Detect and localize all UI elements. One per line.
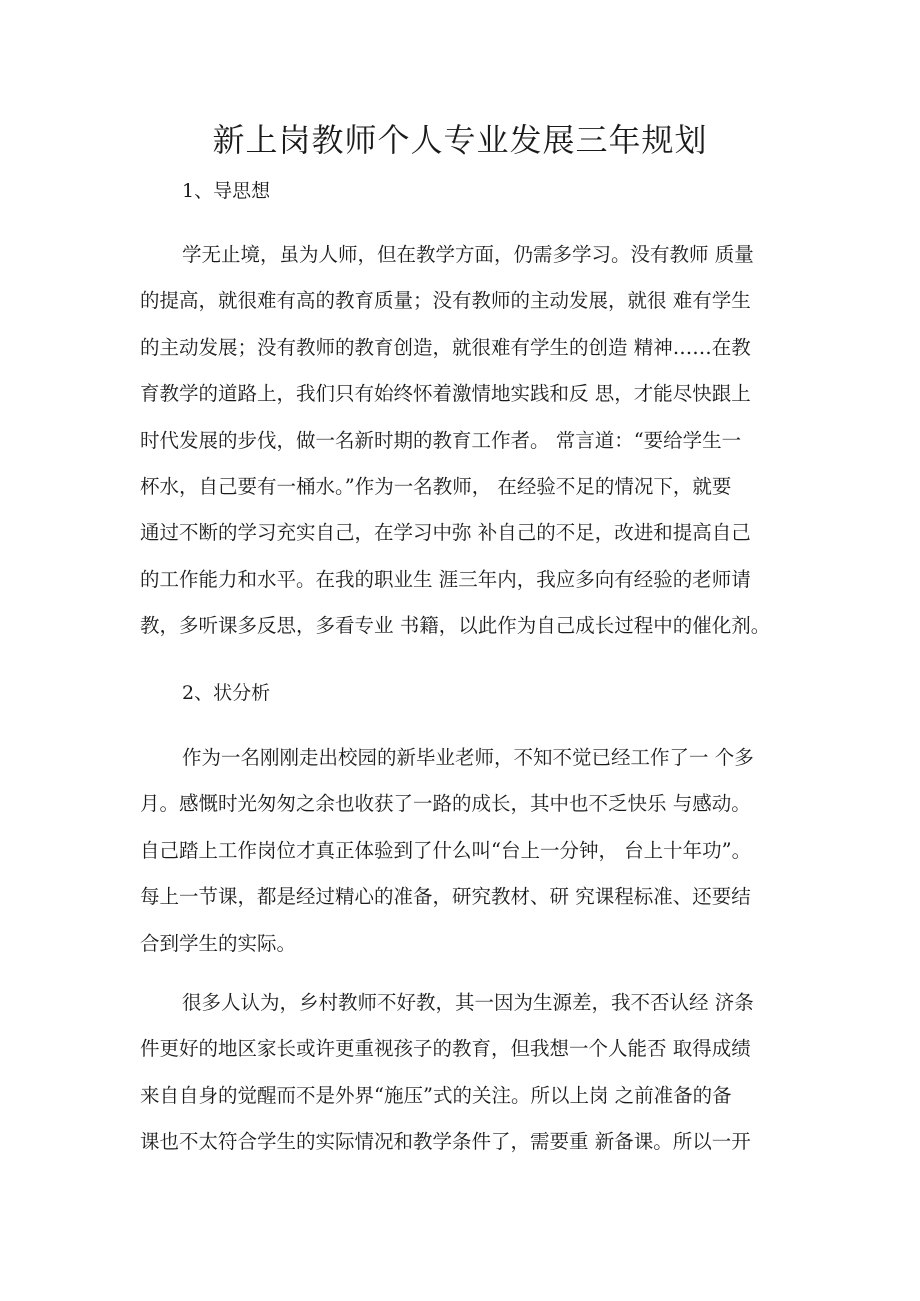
paragraph-line: 育教学的道路上，我们只有始终怀着激情地实践和反 思，才能尽快跟上 — [140, 382, 751, 406]
paragraph-line: 件更好的地区家长或许更重视孩子的教育，但我想一个人能否 取得成绩 — [140, 1037, 751, 1061]
paragraph-line: 每上一节课，都是经过精心的准备，研究教材、研 究课程标准、还要结 — [140, 885, 751, 909]
paragraph-line: 时代发展的步伐，做一名新时期的教育工作者。 常言道：“要给学生一 — [140, 428, 742, 452]
paragraph-line: 的工作能力和水平。在我的职业生 涯三年内，我应多向有经验的老师请 — [140, 567, 751, 591]
section-heading-guiding-thought: 1、导思想 — [182, 180, 271, 202]
paragraph-line: 课也不太符合学生的实际情况和教学条件了，需要重 新备课。所以一开 — [140, 1130, 751, 1154]
section-heading-status-analysis: 2、状分析 — [182, 682, 271, 704]
paragraph-line: 的主动发展；没有教师的教育创造，就很难有学生的创造 精神……在教 — [140, 335, 751, 359]
section1-paragraph — [140, 232, 780, 650]
paragraph-line: 学无止境，虽为人师，但在教学方面，仍需多学习。没有教师 质量 — [182, 243, 754, 266]
paragraph-line: 自己踏上工作岗位才真正体验到了什么叫“台上一分钟， 台上十年功”。 — [140, 838, 752, 862]
paragraph-line: 通过不断的学习充实自己，在学习中弥 补自己的不足，改进和提高自己 — [140, 521, 751, 545]
paragraph-line: 教，多听课多反思，多看专业 书籍，以此作为自己成长过程中的催化剂。 — [140, 614, 771, 638]
paragraph-line: 的提高，就很难有高的教育质量；没有教师的主动发展，就很 难有学生 — [140, 289, 751, 313]
paragraph-line: 合到学生的实际。 — [140, 931, 297, 955]
paragraph-line: 月。感慨时光匆匆之余也收获了一路的成长，其中也不乏快乐 与感动。 — [140, 792, 751, 816]
document-title: 新上岗教师个人专业发展三年规划 — [212, 121, 708, 159]
paragraph-line: 作为一名刚刚走出校园的新毕业老师，不知不觉已经工作了一 个多 — [182, 746, 754, 769]
section2-paragraph-2 — [140, 980, 780, 1166]
paragraph-line: 杯水，自己要有一桶水。”作为一名教师， 在经验不足的情况下，就要 — [140, 475, 732, 499]
section2-paragraph-1 — [140, 735, 780, 967]
paragraph-line: 很多人认为，乡村教师不好教，其一因为生源差，我不否认经 济条 — [182, 991, 754, 1014]
paragraph-line: 来自自身的觉醒而不是外界“施压”式的关注。所以上岗 之前准备的备 — [140, 1083, 732, 1107]
